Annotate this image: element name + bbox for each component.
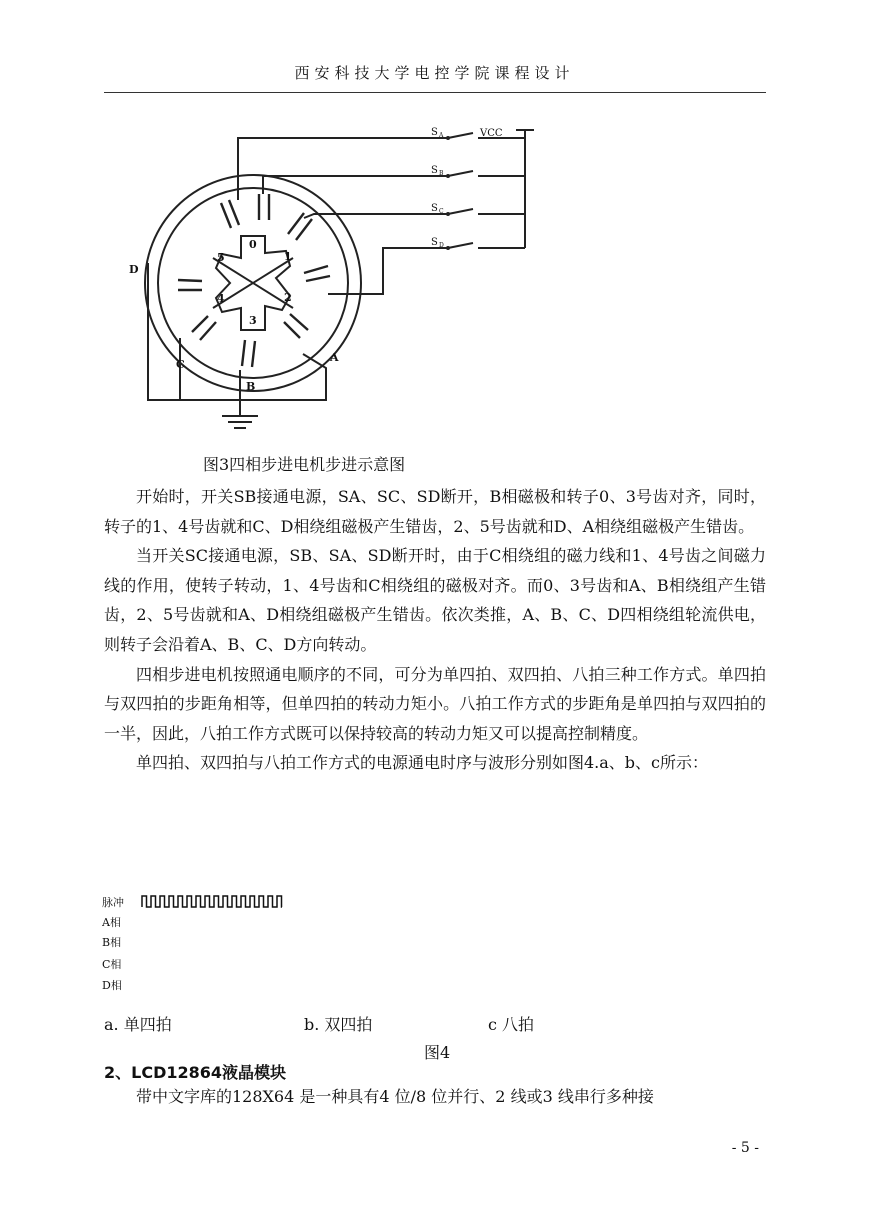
paragraph-2: 当开关SC接通电源，SB、SA、SD断开时，由于C相绕组的磁力线和1、4号齿之间磁力线的作用，使转子转动，1、4号齿和C相绕组的磁极对齐。而0、3号齿和A、B相绕组产生错齿，2、5号齿就和A、D相绕组磁极产生错齿。依次类推，A、B、C、D四相绕组轮流供电，则转子会沿着A、B、C、D方向转动。 [104, 546, 766, 654]
switch-sub-d: D [439, 242, 444, 249]
sublabel-b: b. 双四拍 [304, 1015, 373, 1034]
vcc-label: VCC [480, 128, 503, 139]
paragraph-1: 开始时，开关SB接通电源，SA、SC、SD断开，B相磁极和转子0、3号齿对齐，同时，转子的1、4号齿就和C、D相绕组磁极产生错齿，2、5号齿就和D、A相绕组磁极产生错齿。 [104, 487, 766, 536]
sublabel-a: a. 单四拍 [104, 1015, 172, 1034]
section-paragraph: 带中文字库的128X64 是一种具有4 位/8 位并行、2 线或3 线串行多种接 [136, 1087, 654, 1106]
switch-sub-c: C [439, 208, 444, 215]
section-heading: 2、LCD12864液晶模块 [104, 1063, 287, 1082]
paragraph-3: 四相步进电机按照通电顺序的不同，可分为单四拍、双四拍、八拍三种工作方式。单四拍与双四拍的步距角相等，但单四拍的转动力矩小。八拍工作方式的步距角是单四拍与双四拍的一半，因此，八拍工作方式既可以保持较高的转动力矩又可以提高控制精度。 [104, 664, 766, 743]
switch-sub-a: A [439, 132, 444, 139]
waveform-figure [102, 890, 662, 1000]
switch-label-b: S [431, 165, 438, 176]
phase-label-c: C [176, 358, 185, 371]
tooth-label-0: 0 [249, 238, 257, 251]
page-number: - 5 - [731, 1140, 759, 1156]
phase-label-b: B [246, 380, 256, 393]
row-label-b: B相 [102, 936, 122, 949]
tooth-label-2: 2 [284, 291, 292, 304]
tooth-label-4: 4 [217, 292, 225, 305]
row-label-d: D相 [102, 979, 122, 992]
row-label-pulse: 脉冲 [102, 896, 124, 909]
switch-sub-b: B [439, 170, 444, 177]
switch-label-c: S [431, 203, 438, 214]
tooth-label-3: 3 [249, 314, 257, 327]
section-text [104, 1082, 766, 1112]
waveform-trace [142, 896, 282, 907]
phase-label-d: D [129, 263, 139, 276]
page-header: 西安科技大学电控学院课程设计 [294, 64, 575, 82]
header-rule [104, 92, 766, 93]
row-label-c: C相 [102, 958, 122, 971]
row-label-a: A相 [102, 916, 121, 929]
switch-label-d: S [431, 237, 438, 248]
body-text [104, 482, 766, 778]
tooth-label-5: 5 [217, 251, 225, 264]
switch-label-a: S [431, 127, 438, 138]
stepper-motor-diagram [118, 118, 558, 438]
figure-3-caption: 图3四相步进电机步进示意图 [203, 455, 406, 474]
paragraph-4: 单四拍、双四拍与八拍工作方式的电源通电时序与波形分别如图4.a、b、c所示： [136, 753, 709, 773]
figure-4-caption: 图4 [424, 1043, 451, 1062]
phase-label-a: A [330, 351, 339, 364]
tooth-label-1: 1 [284, 250, 292, 263]
sublabel-c: c 八拍 [488, 1015, 535, 1034]
